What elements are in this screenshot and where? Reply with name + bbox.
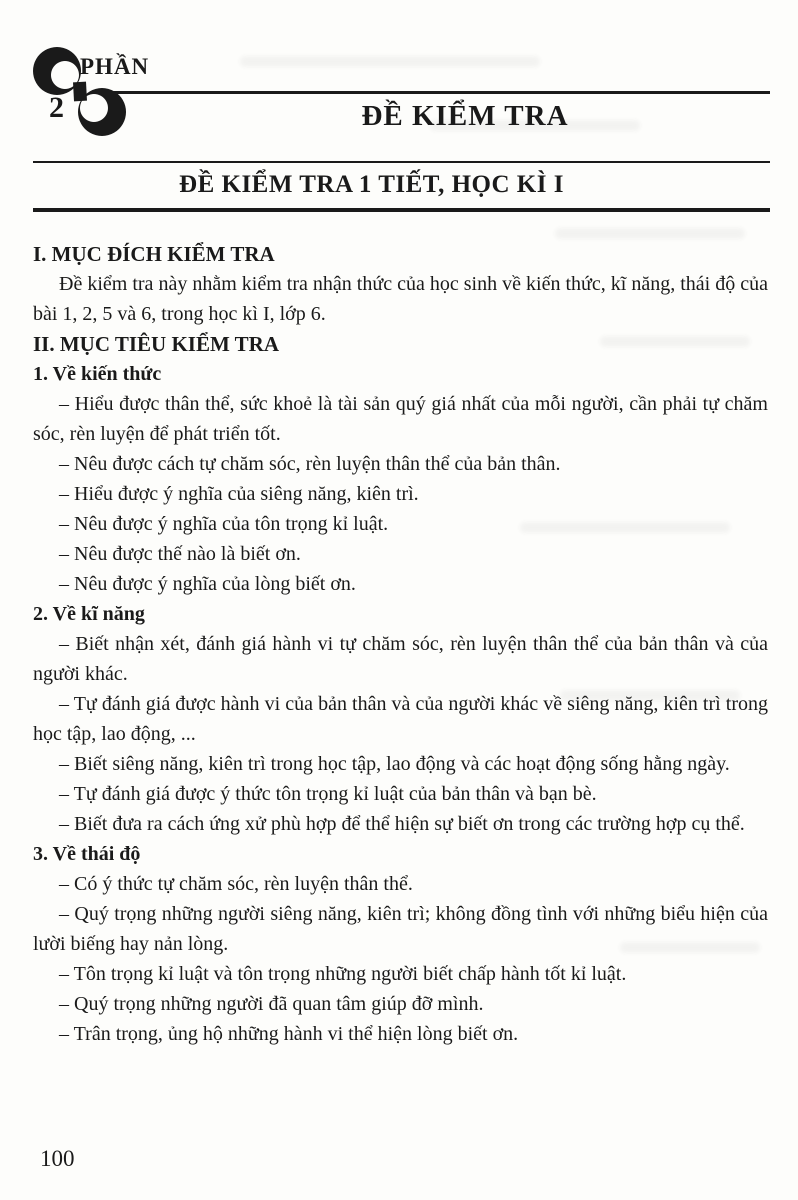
section-heading-objectives: II. MỤC TIÊU KIỂM TRA: [33, 332, 280, 356]
section-banner: [33, 161, 770, 212]
bullet-item: – Có ý thức tự chăm sóc, rèn luyện thân thể.: [59, 873, 413, 895]
bullet-item: – Tự đánh giá được hành vi của bản thân và của người khác về siêng năng, kiên trì trong học tập, lao động, ...: [33, 693, 768, 745]
bullet-item: – Tôn trọng kỉ luật và tôn trọng những người biết chấp hành tốt kỉ luật.: [59, 963, 627, 985]
page-body: [33, 239, 768, 1049]
part-label: PHẦN: [80, 54, 150, 79]
banner-title: ĐỀ KIỂM TRA 1 TIẾT, HỌC KÌ I: [179, 171, 564, 198]
subsection-heading-knowledge: 1. Về kiến thức: [33, 363, 162, 385]
subsection-heading-skills: 2. Về kĩ năng: [33, 603, 145, 625]
bullet-item: – Biết siêng năng, kiên trì trong học tập, lao động và các hoạt động sống hằng ngày.: [59, 753, 730, 775]
part-number: 2: [49, 91, 64, 124]
page-title: ĐỀ KIỂM TRA: [361, 100, 569, 132]
paragraph-purpose: Đề kiểm tra này nhằm kiểm tra nhận thức của học sinh về kiến thức, kĩ năng, thái độ của bài 1, 2, 5 và 6, trong học kì I, lớp 6.: [33, 273, 768, 325]
page-number: 100: [40, 1146, 75, 1171]
scan-bleed-artifact: [240, 56, 540, 67]
bullet-item: – Nêu được ý nghĩa của tôn trọng kỉ luật.: [59, 513, 389, 535]
section-heading-purpose: I. MỤC ĐÍCH KIỂM TRA: [33, 242, 275, 266]
scan-bleed-artifact: [555, 228, 745, 239]
bullet-item: – Biết đưa ra cách ứng xử phù hợp để thể hiện sự biết ơn trong các trường hợp cụ thể.: [59, 813, 745, 835]
header-rule: [100, 91, 770, 94]
part-logo: [30, 46, 180, 148]
bullet-item: – Hiểu được ý nghĩa của siêng năng, kiên trì.: [59, 483, 419, 505]
bullet-item: – Nêu được thế nào là biết ơn.: [59, 543, 301, 565]
bullet-item: – Nêu được cách tự chăm sóc, rèn luyện thân thể của bản thân.: [59, 453, 561, 475]
bullet-item: – Nêu được ý nghĩa của lòng biết ơn.: [59, 573, 356, 595]
bullet-item: – Tự đánh giá được ý thức tôn trọng kỉ luật của bản thân và bạn bè.: [59, 783, 597, 805]
bullet-item: – Quý trọng những người siêng năng, kiên trì; không đồng tình với những biểu hiện của lười biếng hay nản lòng.: [33, 903, 768, 955]
bullet-item: – Quý trọng những người đã quan tâm giúp đỡ mình.: [59, 993, 484, 1015]
bullet-item: – Hiểu được thân thể, sức khoẻ là tài sản quý giá nhất của mỗi người, cần phải tự chăm sóc, rèn luyện để phát triển tốt.: [33, 393, 768, 445]
bullet-item: – Biết nhận xét, đánh giá hành vi tự chăm sóc, rèn luyện thân thể của bản thân và của người khác.: [33, 633, 768, 685]
bullet-item: – Trân trọng, ủng hộ những hành vi thể hiện lòng biết ơn.: [59, 1023, 519, 1045]
subsection-heading-attitude: 3. Về thái độ: [33, 843, 141, 865]
